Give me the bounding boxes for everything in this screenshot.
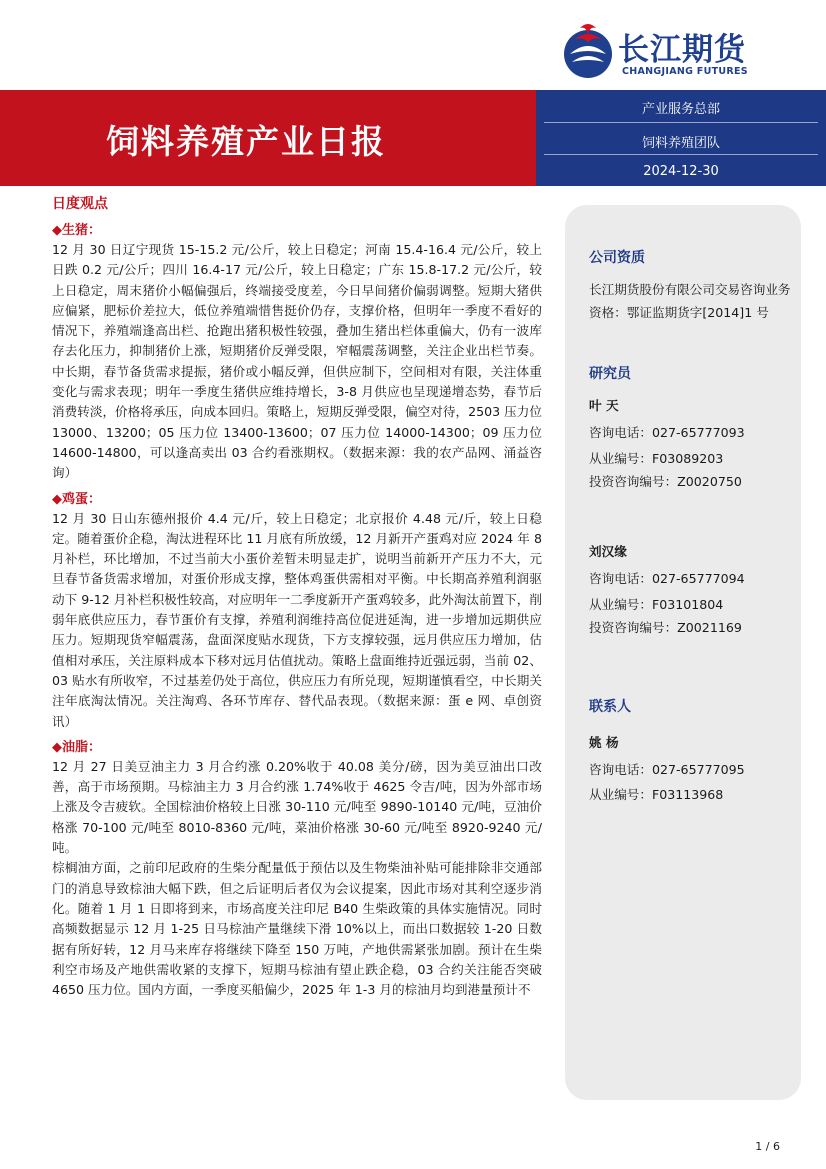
main-content bbox=[52, 190, 542, 1000]
team-label: 饲料养殖团队 bbox=[641, 136, 720, 151]
contact-phone: 咨询电话：027-65777095 bbox=[589, 762, 745, 777]
sidebar-panel bbox=[565, 205, 801, 1100]
researcher-phone: 咨询电话：027-65777093 bbox=[589, 425, 745, 440]
researcher-advisor-id: 投资咨询编号：Z0021169 bbox=[589, 620, 742, 635]
logo-emblem-icon bbox=[560, 18, 616, 82]
researcher-name: 叶 天 bbox=[589, 398, 619, 413]
report-title: 饲料养殖产业日报 bbox=[106, 122, 386, 161]
researcher-title: 研究员 bbox=[589, 366, 631, 382]
subsection-heading-oil: ◆油脂： bbox=[52, 739, 101, 755]
oil-paragraph-1: 12 月 27 日美豆油主力 3 月合约涨 0.20%收于 40.08 美分/磅，因为美豆油出口改善，高于市场预期。马棕油主力 3 月合约涨 1.74%收于 4625 令吉/吨，因为外部市场上涨及令吉疲软。全国棕油价格较上日涨 30-110 元/吨至 9890-10140 元/吨，豆油价格涨 70-100 元/吨至 8010-8360 元/吨，菜油价格涨 30-60 元/吨至 8920-9240 元/吨。 bbox=[52, 758, 542, 856]
contact-cert: 从业编号：F03113968 bbox=[589, 787, 724, 802]
researcher-name: 刘汉缘 bbox=[589, 544, 627, 559]
section-title: 日度观点 bbox=[52, 196, 108, 212]
logo-english-name: CHANGJIANG FUTURES bbox=[622, 66, 748, 77]
report-info-block bbox=[536, 90, 826, 186]
hog-paragraph: 12 月 30 日辽宁现货 15-15.2 元/公斤，较上日稳定；河南 15.4-16.4 元/公斤，较上日跌 0.2 元/公斤；四川 16.4-17 元/公斤，较上日稳定；广东 15.8-17.2 元/公斤，较上日稳定，周末猪价小幅偏强后，终端接受度差，今日早间猪价偏弱调整。短期大猪供应偏紧，肥标价差拉大，低位养殖端惜售挺价仍存，支撑价格，但明年一季度不看好的情况下，养殖端逢高出栏、抢跑出猪积极性较强，叠加生猪出栏体重偏大，仍有一波库存去化压力，抑制猪价上涨，短期猪价反弹受限，窄幅震荡调整，关注企业出栏节奏。中长期，春节备货需求提振，猪价或小幅反弹，但供应制下，空间相对有限，关注体重变化与需求表现；明年一季度生猪供应维持增长，3-8 月供应也呈现递增态势，春节后消费转淡，价格将承压，向成本回归。策略上，短期反弹受限，偏空对待，2503 压力位 13000、13200；05 压力位 13400-13600；07 压力位 14000-14300；09 压力位 14600-14800，可以逢高卖出 03 合约看涨期权。（数据来源：我的农产品网、涌益咨询） bbox=[52, 242, 542, 481]
researcher-cert: 从业编号：F03101804 bbox=[589, 597, 724, 612]
oil-paragraph-2: 棕榈油方面，之前印尼政府的生柴分配量低于预估以及生物柴油补贴可能排除非交通部门的消息导致棕油大幅下跌，但之后证明后者仅为会议提案，因此市场对其利空逐步消化。随着 1 月 1 日即将到来，市场高度关注印尼 B40 生柴政策的具体实施情况。同时高频数据显示 12 月 1-25 日马棕油产量继续下滑 10%以上，而出口数据较 1-20 日数据有所好转，12 月马来库存将继续下降至 150 万吨，产地供需紧张加剧。预计在生柴利空市场及产地供需收紧的支撑下，短期马棕油有望止跌企稳，03 合约关注能否突破 4650 压力位。国内方面，一季度买船偏少，2025 年 1-3 月的棕油月均到港量预计不 bbox=[52, 860, 542, 998]
company-logo bbox=[560, 18, 800, 84]
info-divider bbox=[544, 122, 818, 123]
subsection-heading-egg: ◆鸡蛋： bbox=[52, 491, 101, 507]
department-label: 产业服务总部 bbox=[641, 102, 720, 117]
researcher-phone: 咨询电话：027-65777094 bbox=[589, 571, 745, 586]
researcher-cert: 从业编号：F03089203 bbox=[589, 451, 724, 466]
contact-title: 联系人 bbox=[589, 699, 631, 715]
info-divider bbox=[544, 154, 818, 155]
company-qualification-text: 长江期货股份有限公司交易咨询业务资格：鄂证监期货字[2014]1 号 bbox=[589, 282, 791, 320]
egg-paragraph: 12 月 30 日山东德州报价 4.4 元/斤，较上日稳定；北京报价 4.48 元/斤，较上日稳定。随着蛋价企稳，淘汰进程环比 11 月底有所放缓，12 月新开产蛋鸡对应 2024 年 8 月补栏，环比增加，不过当前大小蛋价差暂未明显走扩，说明当前新开产压力不大，元旦春节备货需求增加，对蛋价形成支撑，整体鸡蛋供需相对平衡。中长期高养殖利润驱动下 9-12 月补栏积极性较高，对应明年一二季度新开产蛋鸡较多，此外淘汰前置下，削弱年底供应压力，春节蛋价有支撑，养殖利润维持高位促进延淘，进一步增加远期供应压力。短期现货窄幅震荡，盘面深度贴水现货，下方支撑较强，远月供应压力增加，估值相对承压，关注原料成本下移对远月估值扰动。策略上盘面维持近强远弱，当前 02、03 贴水有所收窄，不过基差仍处于高位，供应压力有所兑现，短期谨慎看空，中长期关注年底淘汰情况。关注淘鸡、各环节库存、替代品表现。（数据来源：蛋 e 网、卓创资讯） bbox=[52, 510, 542, 729]
logo-chinese-name: 长江期货 bbox=[618, 32, 746, 68]
company-qualification-title: 公司资质 bbox=[589, 250, 645, 266]
subsection-heading-hog: ◆生猪： bbox=[52, 223, 101, 238]
contact-name: 姚 杨 bbox=[589, 735, 619, 750]
report-date: 2024-12-30 bbox=[643, 164, 719, 179]
page-number: 1 / 6 bbox=[755, 1140, 780, 1153]
title-banner bbox=[0, 90, 536, 186]
researcher-advisor-id: 投资咨询编号：Z0020750 bbox=[589, 474, 742, 489]
